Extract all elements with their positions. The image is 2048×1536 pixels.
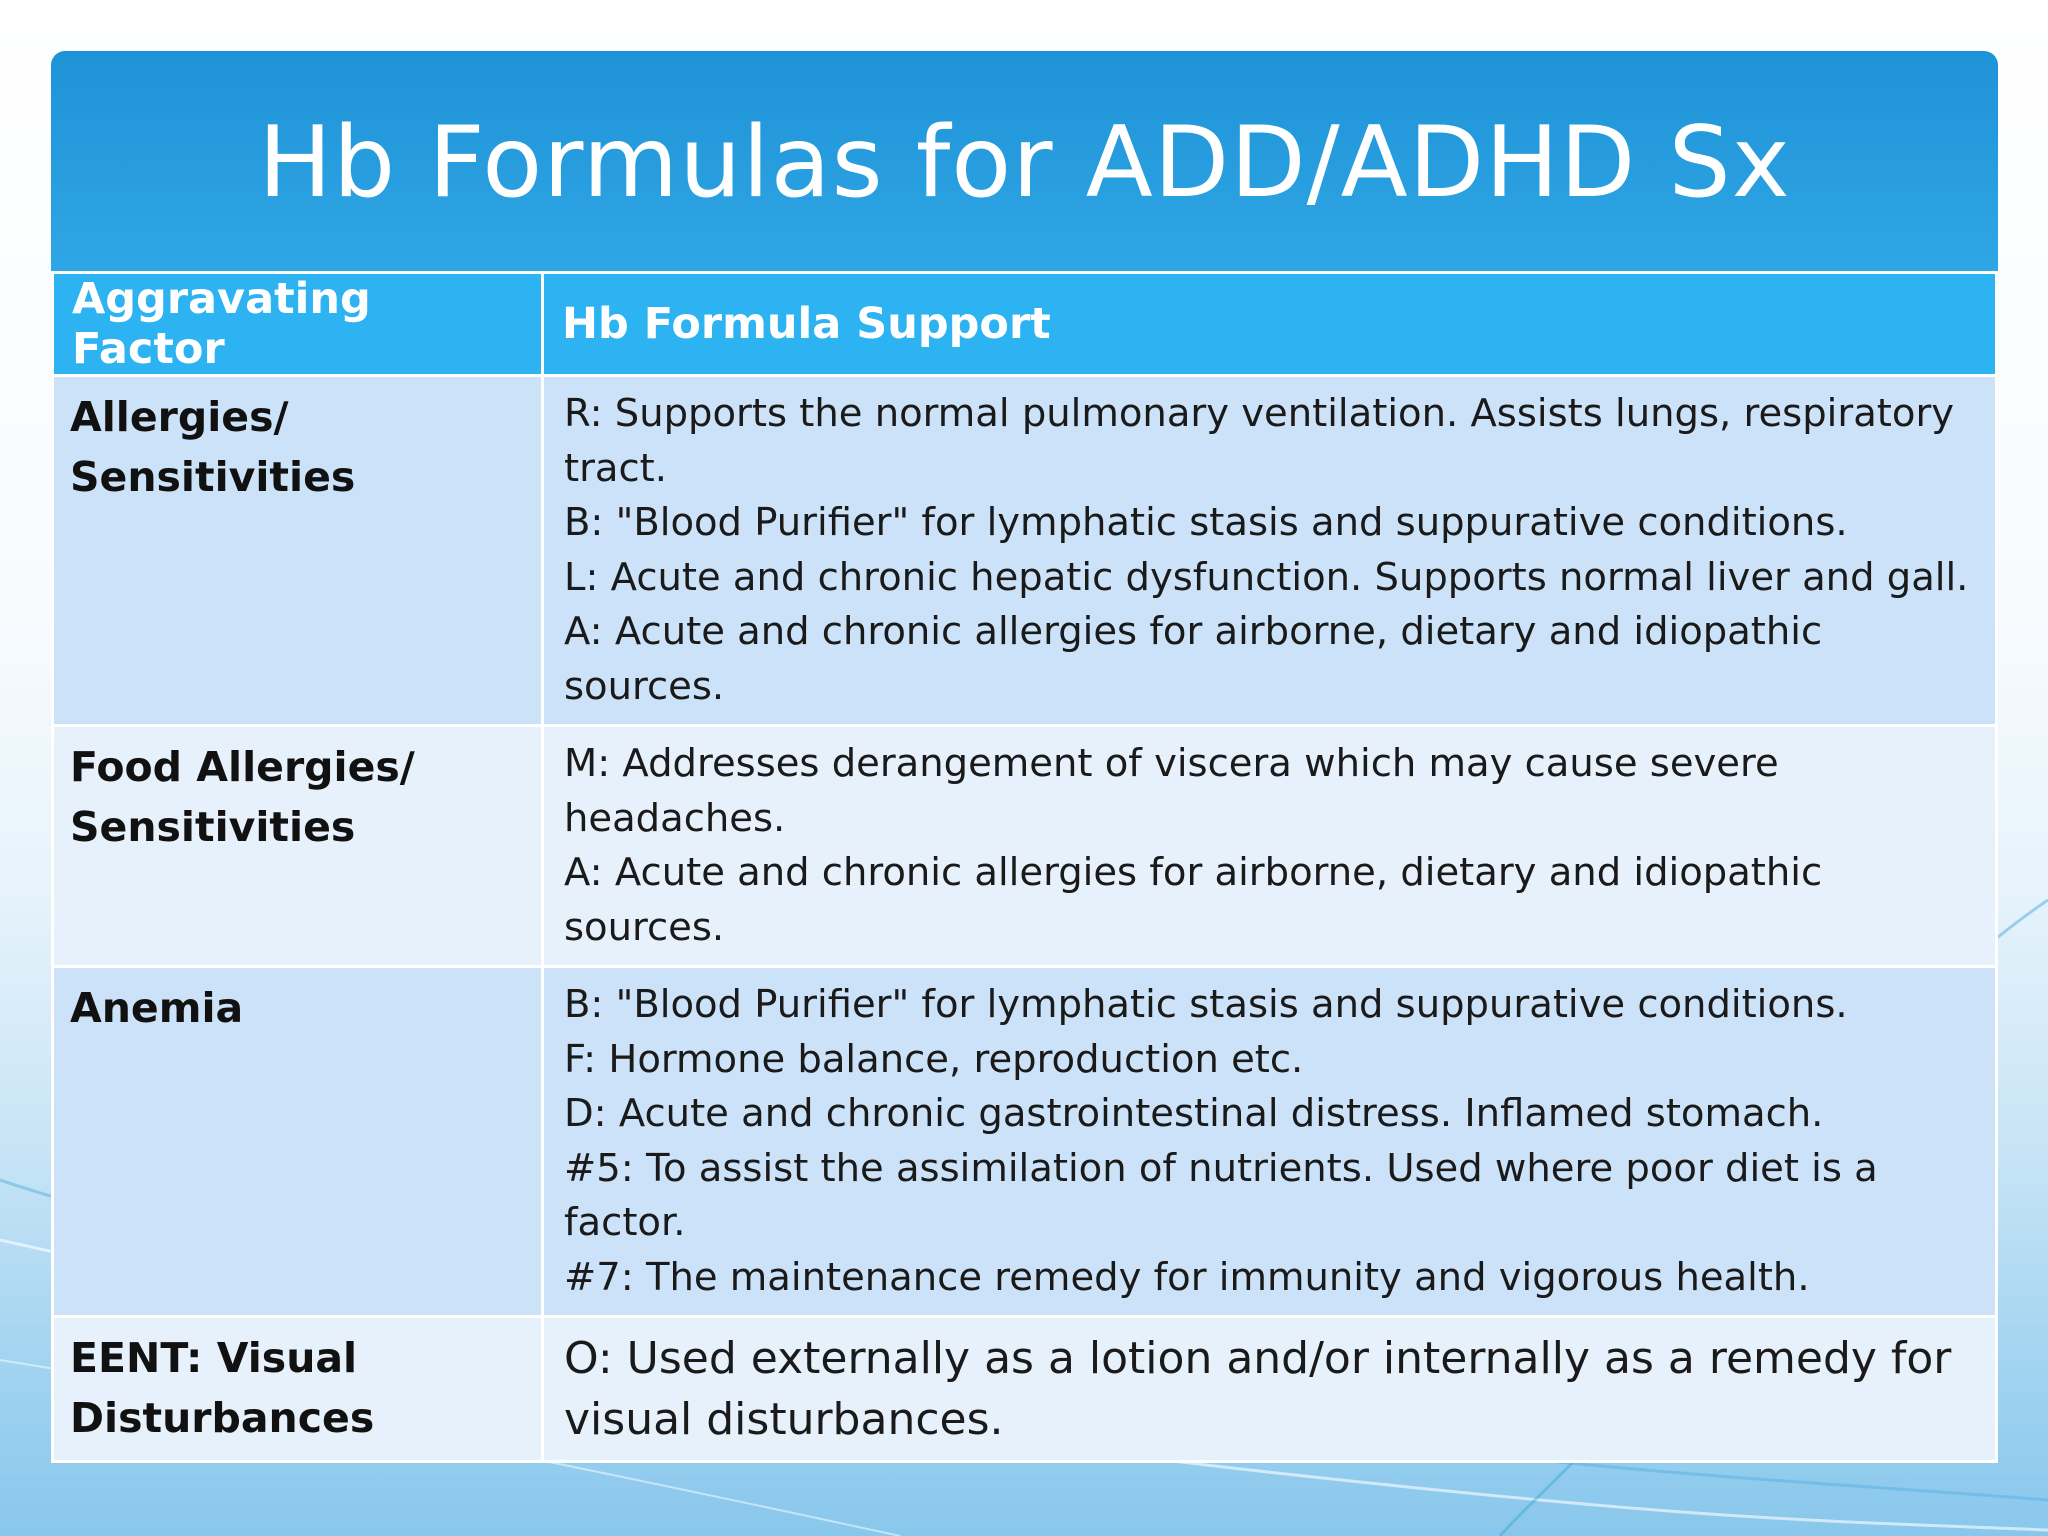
table-row: [53, 1317, 1997, 1462]
support-cell: [543, 376, 1997, 726]
factor-cell: [53, 967, 543, 1317]
title-band: [51, 51, 1998, 271]
header-formula-support: Hb Formula Support: [543, 273, 1997, 376]
factor-cell: [53, 726, 543, 967]
factor-cell: [53, 1317, 543, 1462]
slide-title: Hb Formulas for ADD/ADHD Sx: [258, 106, 1791, 220]
factor-cell: [53, 376, 543, 726]
support-text: R: Supports the normal pulmonary ventilation. Assists lungs, respiratory tract.: [564, 391, 1955, 491]
support-text: B: "Blood Purifier" for lymphatic stasis and suppurative conditions.: [564, 500, 1848, 545]
support-text: A: Acute and chronic allergies for airborne, dietary and idiopathic sources.: [564, 850, 1823, 950]
slide-frame: [51, 51, 1998, 1445]
factor-text: Food Allergies/: [70, 743, 415, 791]
factor-text: Disturbances: [70, 1394, 375, 1442]
table-row: [53, 376, 1997, 726]
table-header-row: [53, 273, 1997, 376]
support-text: #5: To assist the assimilation of nutrients. Used where poor diet is a factor.: [564, 1145, 1878, 1245]
support-text: F: Hormone balance, reproduction etc.: [564, 1036, 1304, 1082]
support-cell: [543, 726, 1997, 967]
support-text: M: Addresses derangement of viscera which may cause severe headaches.: [564, 741, 1779, 841]
support-text: L: Acute and chronic hepatic dysfunction. Supports normal liver and gall.: [564, 554, 1969, 600]
table-row: [53, 726, 1997, 967]
support-text: O: Used externally as a lotion and/or internally as a remedy for visual disturbances.: [564, 1333, 1952, 1445]
support-text: D: Acute and chronic gastrointestinal distress. Inflamed stomach.: [564, 1091, 1824, 1136]
factor-text: Sensitivities: [70, 803, 356, 851]
factor-text: EENT: Visual: [70, 1334, 358, 1382]
header-aggravating-factor: Aggravating Factor: [53, 273, 543, 376]
support-text: B: "Blood Purifier" for lymphatic stasis and suppurative conditions.: [564, 982, 1848, 1027]
support-cell: [543, 967, 1997, 1317]
factor-text: Anemia: [70, 984, 244, 1032]
support-cell: [543, 1317, 1997, 1462]
support-text: A: Acute and chronic allergies for airborne, dietary and idiopathic sources.: [564, 609, 1823, 709]
support-text: #7: The maintenance remedy for immunity and vigorous health.: [564, 1254, 1810, 1300]
factor-text: Allergies/: [70, 393, 289, 441]
formula-table: [51, 271, 1998, 1463]
table-row: [53, 967, 1997, 1317]
factor-text: Sensitivities: [70, 453, 356, 501]
